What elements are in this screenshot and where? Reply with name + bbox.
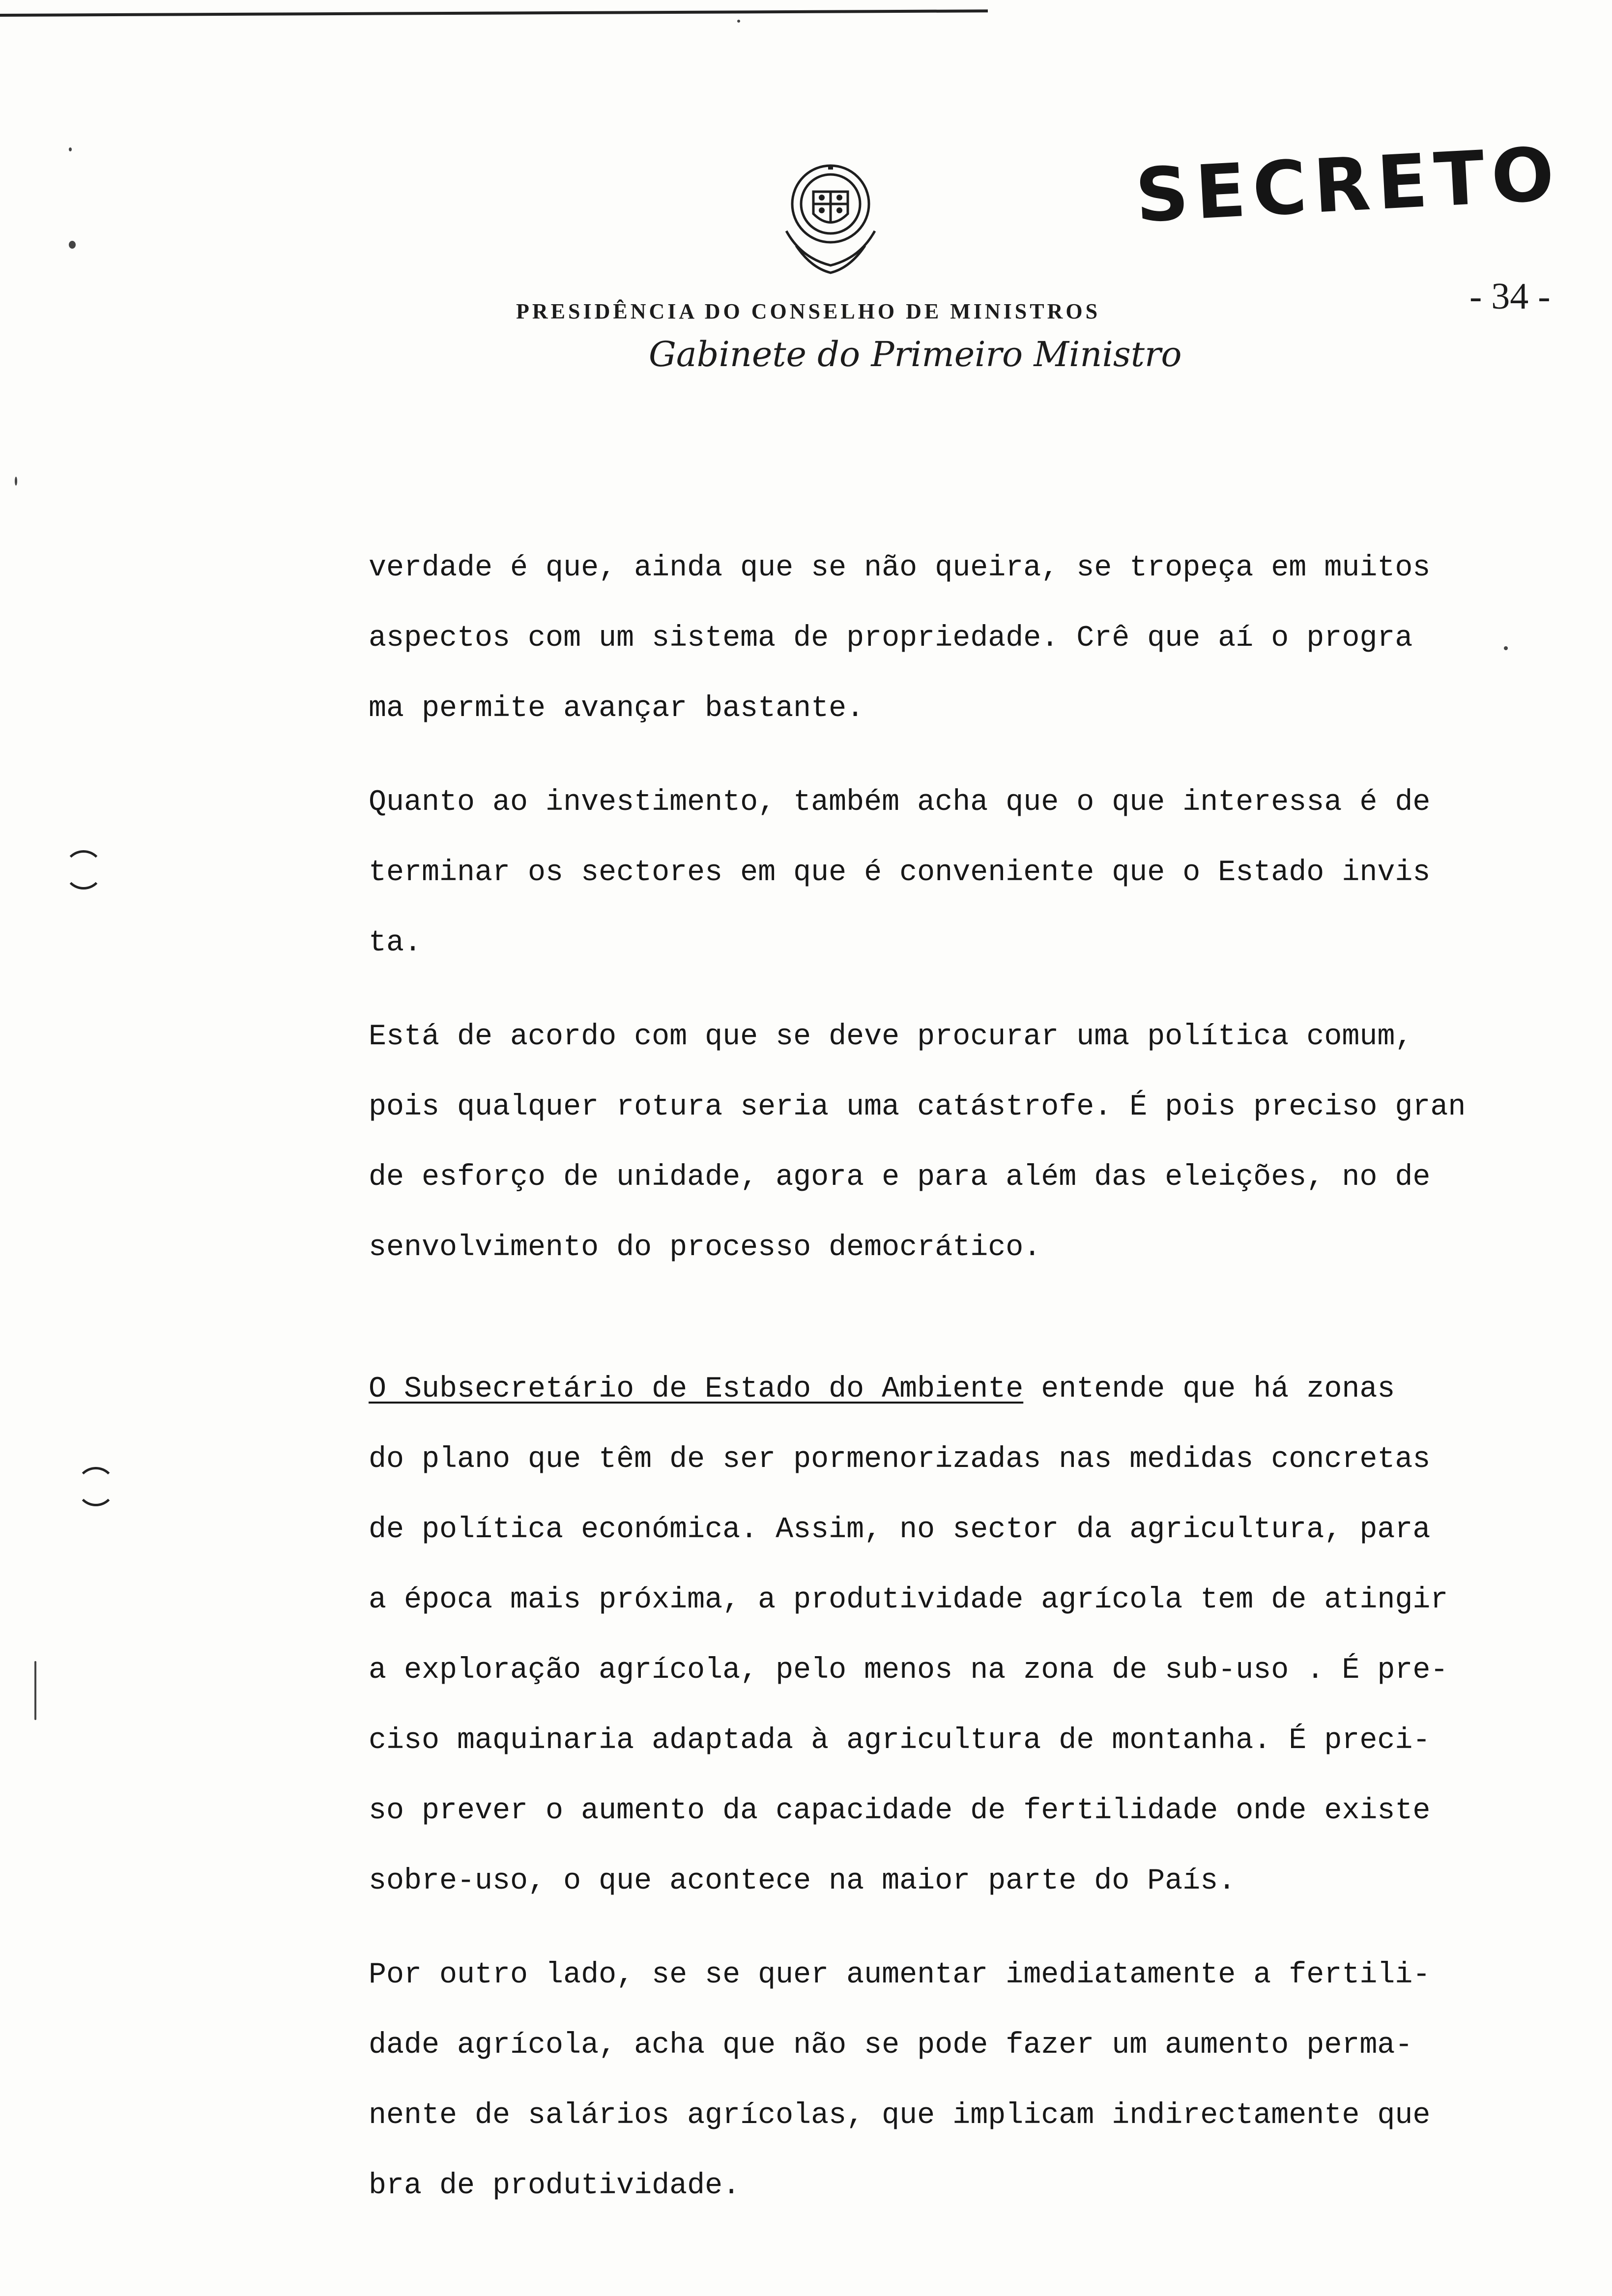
paragraph — [369, 1002, 1509, 1283]
scan-speck — [737, 20, 740, 23]
scan-speck — [69, 147, 72, 151]
text-line: Está de acordo com que se deve procurar uma política comum, — [369, 1020, 1413, 1054]
paragraph — [369, 533, 1509, 744]
scan-speck — [15, 477, 17, 486]
text-line: so prever o aumento da capacidade de fertilidade onde existe — [369, 1794, 1431, 1828]
text-line: ta. — [369, 926, 422, 960]
text-line: ma permite avançar bastante. — [369, 692, 864, 725]
text-line: nente de salários agrícolas, que implicam indirectamente que — [369, 2099, 1431, 2132]
coat-of-arms-icon — [767, 157, 894, 280]
text-line: de esforço de unidade, agora e para além das eleições, no de — [369, 1161, 1431, 1194]
scan-speck — [34, 1661, 36, 1720]
paragraph — [369, 1940, 1509, 2221]
text-line: pois qualquer rotura seria uma catástrofe. É pois preciso gran — [369, 1091, 1466, 1124]
text-line: aspectos com um sistema de propriedade. Crê que aí o progra — [369, 622, 1413, 655]
text-line: dade agrícola, acha que não se pode fazer um aumento perma- — [369, 2029, 1413, 2062]
text-line: verdade é que, ainda que se não queira, se tropeça em muitos — [369, 551, 1431, 585]
text-line: senvolvimento do processo democrático. — [369, 1231, 1041, 1264]
minutes-body — [369, 533, 1509, 2221]
text-line: sobre-uso, o que acontece na maior parte do País. — [369, 1865, 1236, 1898]
text-line: Quanto ao investimento, também acha que o que interessa é de — [369, 786, 1431, 819]
speaker-name: O Subsecretário de Estado do Ambiente — [369, 1373, 1024, 1406]
office-subtitle: Gabinete do Primeiro Ministro — [649, 334, 1182, 374]
text-line: a exploração agrícola, pelo menos na zona de sub-uso . É pre- — [369, 1654, 1448, 1687]
text-line: Por outro lado, se se quer aumentar imediatamente a fertili- — [369, 1958, 1431, 1992]
text-line: de política económica. Assim, no sector da agricultura, para — [369, 1513, 1431, 1547]
classification-stamp: SECRETO — [1133, 131, 1563, 239]
text-line — [369, 1354, 1509, 1425]
scan-speck — [69, 241, 76, 249]
text-line: do plano que têm de ser pormenorizadas nas medidas concretas — [369, 1443, 1431, 1476]
punch-hole-icon — [64, 850, 103, 890]
page-number: - 34 - — [1469, 276, 1551, 317]
paragraph — [369, 768, 1509, 978]
text-fragment: entende que há zonas — [1023, 1373, 1395, 1406]
office-title: PRESIDÊNCIA DO CONSELHO DE MINISTROS — [516, 299, 1101, 323]
text-line: terminar os sectores em que é conveniente que o Estado invis — [369, 856, 1431, 890]
top-border-line — [0, 9, 988, 17]
text-line: ciso maquinaria adaptada à agricultura de montanha. É preci- — [369, 1724, 1431, 1757]
text-line: bra de produtividade. — [369, 2169, 741, 2203]
text-line: a época mais próxima, a produtividade agrícola tem de atingir — [369, 1583, 1448, 1617]
punch-hole-icon — [76, 1467, 115, 1506]
paragraph — [369, 1354, 1509, 1917]
